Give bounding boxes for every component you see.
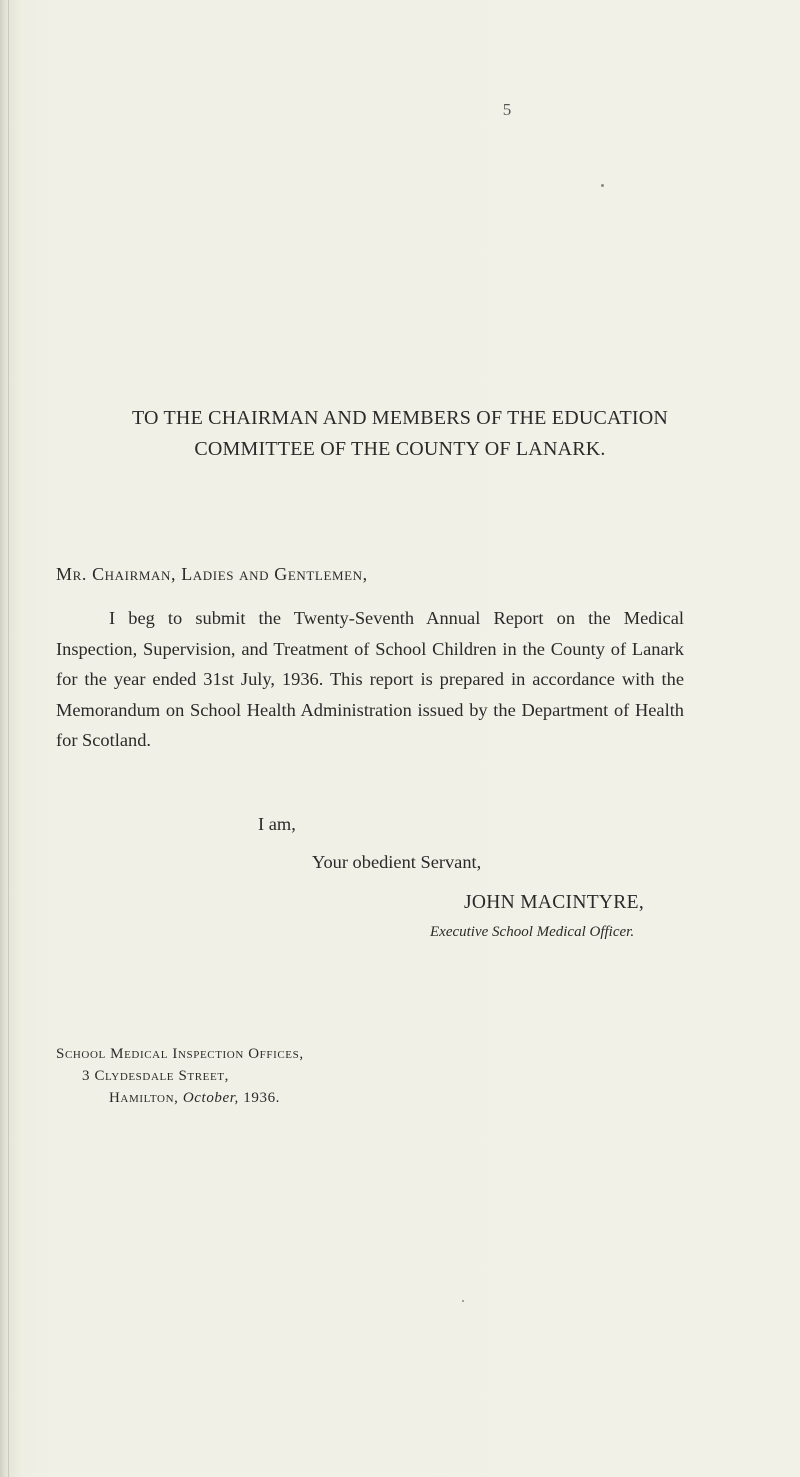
offices-line-1: School Medical Inspection Offices, <box>56 1046 304 1062</box>
closing-line-1: I am, <box>258 814 296 834</box>
offices-line-2: 3 Clydesdale Street, <box>82 1068 229 1084</box>
address-line-1: TO THE CHAIRMAN AND MEMBERS OF THE EDUCATION <box>131 407 669 429</box>
offices-line-3 <box>56 1087 304 1109</box>
signature-title: Executive School Medical Officer. <box>430 924 635 940</box>
binding-edge <box>8 0 9 1477</box>
report-paragraph: I beg to submit the Twenty-Seventh Annual Report on the Medical Inspection, Supervision, and Treatment of School Children in the County of Lanark for the year ended 31st July, 1936. This report is prepared in accordance with the Memorandum on School Health Administration issued by the Department of Health for Scotland. <box>56 608 684 750</box>
paper-speck <box>462 1300 464 1302</box>
closing-line-2: Your obedient Servant, <box>312 852 482 872</box>
offices-place: Hamilton, <box>109 1090 179 1106</box>
address-line-2: COMMITTEE OF THE COUNTY OF LANARK. <box>194 438 606 460</box>
page-number: 5 <box>502 100 512 119</box>
signature-name: JOHN MACINTYRE, <box>464 892 644 913</box>
offices-year: 1936. <box>243 1090 281 1106</box>
address-heading <box>40 403 760 465</box>
offices-month: October, <box>182 1090 239 1106</box>
salutation: Mr. Chairman, Ladies and Gentlemen, <box>56 564 368 584</box>
paper-speck <box>601 184 604 187</box>
offices-address <box>56 1043 304 1109</box>
